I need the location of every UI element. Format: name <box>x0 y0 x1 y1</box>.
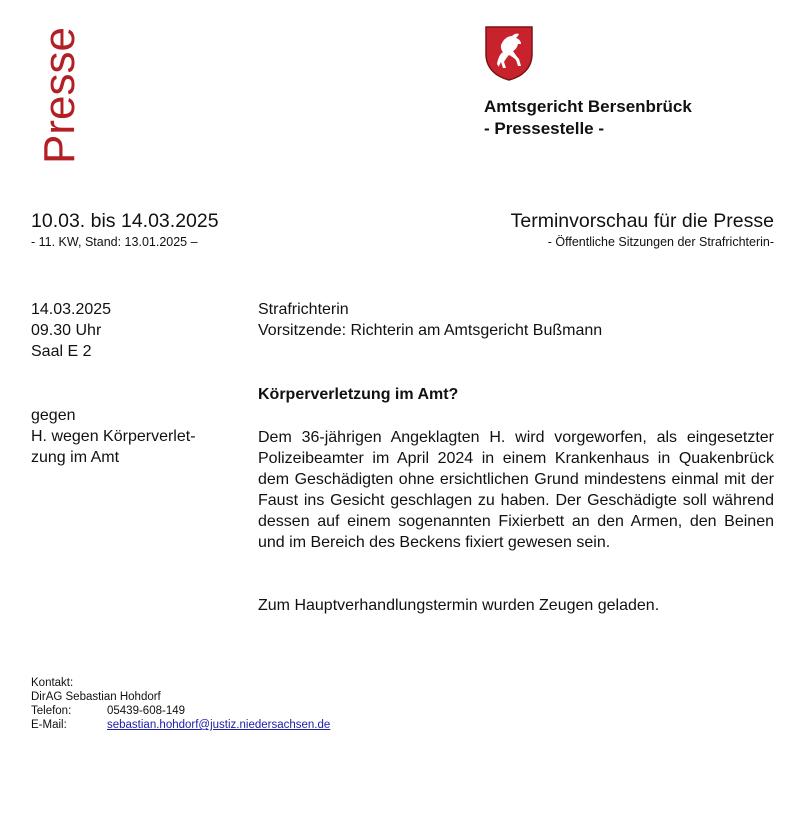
email-link[interactable]: sebastian.hohdorf@justiz.niedersachsen.de <box>107 719 331 731</box>
press-office-label: - Pressestelle - <box>484 119 605 138</box>
lower-saxony-horse-crest-icon <box>483 24 535 82</box>
contact-heading: Kontakt: <box>31 677 74 689</box>
contact-email-row <box>31 718 330 732</box>
presse-label-text: Presse <box>35 27 84 164</box>
against-label: gegen <box>31 407 76 424</box>
hearing-room: Saal E 2 <box>31 343 92 360</box>
defendant-line-2: zung im Amt <box>31 449 120 466</box>
case-title: Körperverletzung im Amt? <box>258 386 459 403</box>
hearing-date: 14.03.2025 <box>31 301 112 318</box>
hearing-time: 09.30 Uhr <box>31 322 102 339</box>
phone-label: Telefon: <box>31 705 72 717</box>
preview-subtitle: - Öffentliche Sitzungen der Strafrichterin- <box>547 235 774 249</box>
preview-title: Terminvorschau für die Presse <box>510 210 774 232</box>
email-label: E-Mail: <box>31 719 67 731</box>
contact-phone-row <box>31 704 330 718</box>
calendar-week-status: - 11. KW, Stand: 13.01.2025 – <box>31 235 198 249</box>
phone-number: 05439-608-149 <box>107 705 186 717</box>
date-range-title: 10.03. bis 14.03.2025 <box>31 210 219 232</box>
contact-block <box>31 676 330 732</box>
witness-note: Zum Hauptverhandlungstermin wurden Zeugen geladen. <box>258 597 660 614</box>
case-description: Dem 36-jährigen Angeklagten H. wird vorgeworfen, als eingesetzter Polizeibeamter im April 2024 in einem Krankenhaus in Quakenbrück dem Geschädigten ohne ersichtlichen Grund mindestens einmal mit der Faust ins Gesicht geschlagen zu haben. Der Geschädigte soll während dessen auf einem sogenannten Fixierbett an den Armen, den Beinen und im Bereich des Beckens fixiert gewesen sein. <box>258 429 774 551</box>
contact-person: DirAG Sebastian Hohdorf <box>31 691 161 703</box>
presiding-judge: Vorsitzende: Richterin am Amtsgericht Bußmann <box>258 322 603 339</box>
court-type: Strafrichterin <box>258 301 349 318</box>
presse-vertical-label <box>34 27 84 166</box>
court-info <box>258 299 774 341</box>
defendant-line-1: H. wegen Körperverlet- <box>31 428 196 445</box>
court-name: Amtsgericht Bersenbrück <box>484 97 692 116</box>
defendant-info <box>31 405 196 468</box>
hearing-schedule <box>31 299 111 362</box>
